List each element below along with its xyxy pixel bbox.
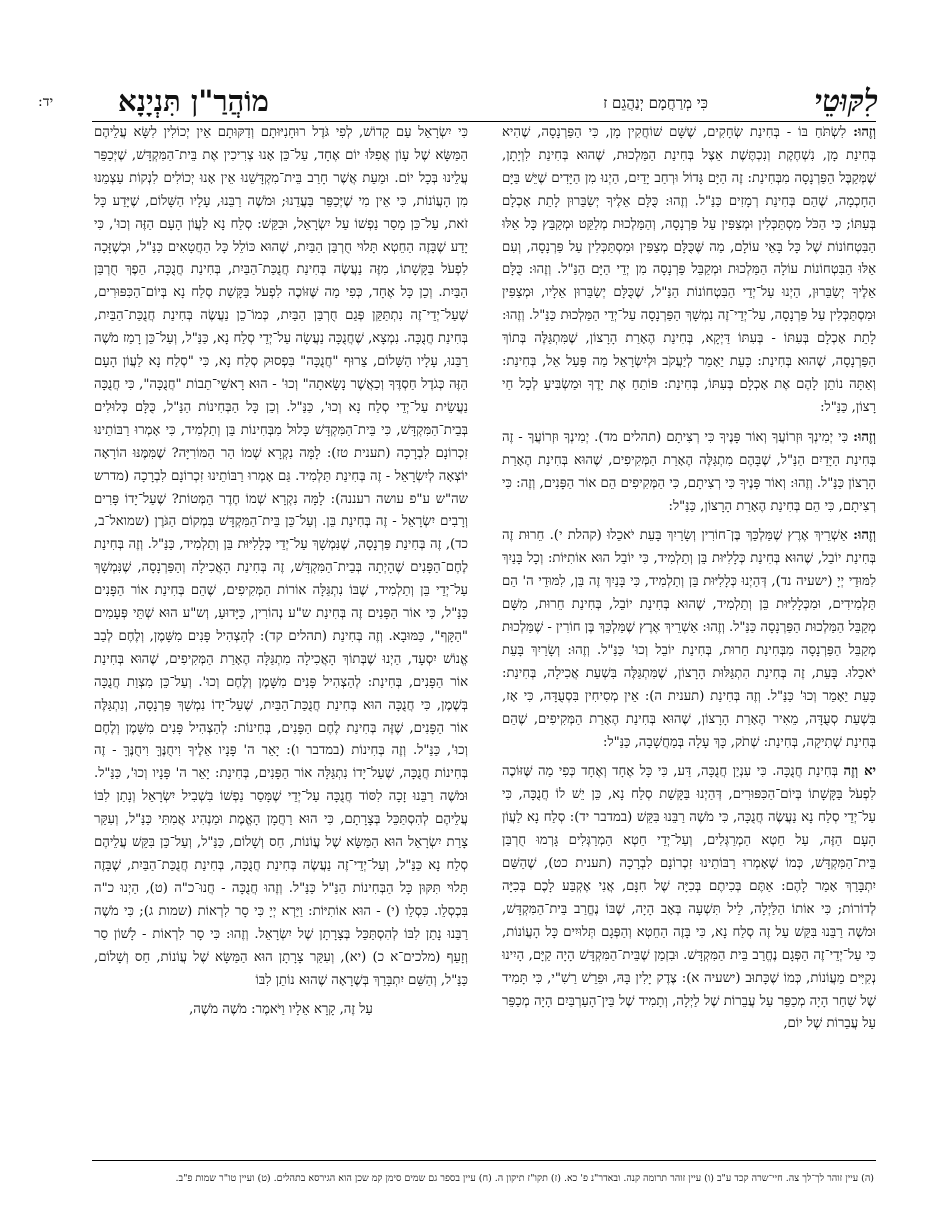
paragraph bbox=[502, 427, 876, 519]
paragraph-text: בְּחִינַת חֲנֻכָּה. כִּי עִנְיַן חֲנֻכָּה, דַּע, כִּי כָּל אֶחָד וְאֶחָד כְּפִי מַה שֶּׁזּוֹכֶה לִפְעֹל בַּקָּשָׁתוֹ בְּיוֹם־הַכִּפּוּרִים, דְּהַיְנוּ בַּקָּשַׁת סְלַח נָא, כֵּן יֵשׁ לוֹ חֲנֻכָּה, כִּי עַל־יְדֵי סְלַח נָא נַעֲשֶׂה חֲנֻכָּה, כִּי מֹשֶׁה רַבֵּנוּ בִּקֵּשׁ (במדבר יד): סְלַח נָא לַעֲוֹן הָעָם הַזֶּה, עַל חֵטְא הַמְרַגְּלִים, וְעַל־יְדֵי חֵטְא הַמְרַגְּלִים גָּרְמוּ חֻרְבַּן בֵּית־הַמִּקְדָּשׁ, כְּמוֹ שֶׁאָמְרוּ רַבּוֹתֵינוּ זִכְרוֹנָם לִבְרָכָה (תענית כט), שֶׁהַשֵּׁם יִתְבָּרַךְ אָמַר לָהֶם: אַתֶּם בְּכִיתֶם בְּכִיָּה שֶׁל חִנָּם, אֲנִי אֶקְבַּע לָכֶם בְּכִיָּה לְדוֹרוֹת; כִּי אוֹתוֹ הַלַּיְלָה, לֵיל תִּשְׁעָה בְּאָב הָיָה, שֶׁבּוֹ נֶחֱרַב בֵּית־הַמִּקְדָּשׁ, וּמֹשֶׁה רַבֵּנוּ בִּקֵּשׁ עַל זֶה סְלַח נָא, כִּי בָּזֶה הַחֵטְא וְהַפְּגָם תְּלוּיִים כָּל הָעֲוֹנוֹת, כִּי עַל־יְדֵי־זֶה הַפְּגָם נֶחֱרַב בֵּית הַמִּקְדָּשׁ. וּבִזְמַן שֶׁבֵּית־הַמִּקְדָּשׁ הָיָה קַיָּם, הָיִינוּ נְקִיִּים מֵעֲוֹנוֹת, כְּמוֹ שֶׁכָּתוּב (ישעיה א): צֶדֶק יָלִין בָּהּ, וּפֵרֵשׁ רַשִׁ"י, כִּי תָּמִיד שֶׁל שַׁחַר הָיָה מְכַפֵּר עַל עֲבֵרוֹת שֶׁל לַיְלָה, וְתָמִיד שֶׁל בֵּין־הָעַרְבַּיִם הָיָה מְכַפֵּר עַל עֲבֵרוֹת שֶׁל יוֹם, bbox=[502, 764, 876, 1032]
paragraph-text: לִשְׂתֹּחַ בּוֹ - בְּחִינַת שְׂחָקִים, שֶׁשָּׁם שׁוֹחֲקִין מָן, כִּי הַפַּרְנָסָה, שֶׁהִיא בְּחִינַת מָן, נִשְׁחֶקֶת וְנִכְתֶּשֶׁת אֵצֶל בְּחִינַת הַמַּלְכוּת, שֶׁהוּא בְּחִינַת לִוְיָתָן, שֶׁמְּקַבֶּל הַפַּרְנָסָה מִבְּחִינַת: זֶה הַיָּם גָּדוֹל וּרְחַב יָדַיִם, הַיְנוּ מִן הַיָּדִים שֶׁיֵּשׁ בַּיָּם הַחָכְמָה, שֶׁהֵם בְּחִינַת רְמָזִים כַּנַּ"ל. וְזֶהוּ: כֻּלָּם אֵלֶיךָ יְשַׂבֵּרוּן לָתֵת אָכְלָם בְּעִתּוֹ; כִּי הַכֹּל מִסְתַּכְּלִין וּמְצַפִּין עַל פַּרְנָסָה, וְהַמַּלְכוּת מְלַקֵּט וּמְקַבֵּץ כָּל אֵלּוּ הַבִּטְחוֹנוֹת שֶׁל כָּל בָּאֵי עוֹלָם, מַה שֶּׁכֻּלָּם מְצַפִּין וּמִסְתַּכְּלִין עַל פַּרְנָסָה, וְעִם אֵלּוּ הַבִּטְחוֹנוֹת עוֹלָה הַמַּלְכוּת וּמְקַבֵּל פַּרְנָסָה מִן יְדֵי הַיָּם הַנַּ"ל. וְזֶהוּ: כֻּלָּם אֵלֶיךָ יְשַׂבֵּרוּן, הַיְנוּ עַל־יְדֵי הַבִּטְחוֹנוֹת הַנַּ"ל, שֶׁכֻּלָּם יְשַׂבֵּרוּן אֵלָיו, וּמְצַפִּין וּמִסְתַּכְּלִין עַל פַּרְנָסָה, עַל־יְדֵי־זֶה נִמְשָׁךְ הַפַּרְנָסָה עַל־יְדֵי הַמַּלְכוּת כַּנַּ"ל. וְזֶהוּ: לָתֵת אָכְלָם בְּעִתּוֹ - בְּעִתּוֹ דַּיְקָא, בְּחִינַת הֶאָרַת הָרָצוֹן, שֶׁמִּתְגַּלֶּה בְּתוֹךְ הַפַּרְנָסָה, שֶׁהוּא בְּחִינַת: כָּעֵת יֵאָמֵר לְיַעֲקֹב וּלְיִשְׂרָאֵל מַה פָּעַל אֵל, בְּחִינַת: וְאַתָּה נוֹתֵן לָהֶם אֶת אָכְלָם בְּעִתּוֹ, בְּחִינַת: פּוֹתֵחַ אֶת יָדֶךָ וּמַשְׂבִּיעַ לְכָל חַי רָצוֹן, כַּנַּ"ל: bbox=[502, 125, 876, 415]
left-column bbox=[94, 122, 468, 1142]
paragraph bbox=[502, 525, 876, 754]
page-header bbox=[38, 84, 878, 122]
footnote-rule bbox=[92, 1160, 876, 1161]
paragraph-heading: וְזֶהוּ: bbox=[853, 429, 876, 445]
paragraph-text: אַשְׁרֵיךְ אֶרֶץ שֶׁמַּלְכֵּךְ בֶּן־חוֹרִין וְשָׂרַיִךְ בָּעֵת יֹאכֵלוּ (קהלת י). חֵרוּת זֶה בְּחִינַת יוֹבֵל, שֶׁהוּא בְּחִינַת כְּלָלִיּוּת בֵּן וְתַלְמִיד, כִּי יוֹבֵל הוּא אוֹתִיּוֹת: וְכָל בָּנַיִךְ לִמּוּדֵי יְיָ (ישעיה נד), דְּהַיְנוּ כְּלָלִיּוּת בֵּן וְתַלְמִיד, כִּי בָּנַיִךְ זֶה בֵּן, לִמּוּדֵי ה' הֵם תַּלְמִידִים, וּמִכְּלָלִיּוּת בֵּן וְתַלְמִיד, שֶׁהוּא בְּחִינַת יוֹבֵל, בְּחִינַת חֵרוּת, מִשָּׁם מְקַבֵּל הַמַּלְכוּת הַפַּרְנָסָה כַּנַּ"ל. וְזֶהוּ: אַשְׁרֵיךְ אֶרֶץ שֶׁמַּלְכֵּךְ בֶּן חוֹרִין - שֶׁמַּלְכוּת מְקַבֵּל הַפַּרְנָסָה מִבְּחִינַת חֵרוּת, בְּחִינַת יוֹבֵל וְכוּ' כַּנַּ"ל. וְזֶהוּ: וְשָׂרַיִךְ בָּעֵת יֹאכֵלוּ. בָּעֵת, זֶה בְּחִינַת הִתְגַּלּוּת הָרָצוֹן, שֶׁמִּתְגַּלֶּה בִּשְׁעַת אֲכִילָה, בְּחִינַת: כָּעֵת יֵאָמֵר וְכוּ' כַּנַּ"ל. וְזֶה בְּחִינַת (תענית ה): אֵין מְסִיחִין בִּסְעֻדָּה, כִּי אָז, בִּשְׁעַת סְעֻדָּה, מֵאִיר הֶאָרַת הָרָצוֹן, שֶׁהוּא בְּחִינַת הֶאָרַת הַמְּקִיפִים, שֶׁהֵם בְּחִינַת שְׁתִיקָה, בְּחִינַת: שְׁתֹק, כָּךְ עָלָה בְּמַחֲשָׁבָה, כַּנַּ"ל: bbox=[502, 528, 876, 750]
footnotes: (ה) עיין זוהר לך־לך צה. חיי־שרה קכד ע"ב (ו) עיין זוהר תרומה קנה. ובאדר"נ פ' כא. (ז) תקו"ז תיקון ה. (ח) עיין בספר גם שמים סימן קמ שכן הוא הגירסא בתהלים. (ט) ועיין טו"ר שמות פ"ב. bbox=[175, 1173, 874, 1184]
paragraph bbox=[502, 761, 876, 1036]
paragraph bbox=[502, 122, 876, 420]
paragraph-text: כִּי יְמִינְךָ וּזְרוֹעֲךָ וְאוֹר פָּנֶיךָ כִּי רְצִיתָם (תהלים מד). יְמִינְךָ וּזְרוֹעֲךָ - זֶה בְּחִינַת הַיָּדַיִם הַנַּ"ל, שֶׁבָּהֶם מִתְגַּלֶּה הֶאָרַת הַמְּקִיפִים, שֶׁהוּא בְּחִינַת הֶאָרַת הָרָצוֹן כַּנַּ"ל. וְזֶהוּ: וְאוֹר פָּנֶיךָ כִּי רְצִיתָם, כִּי הַמְּקִיפִים הֵם אוֹר הַפָּנִים, וְזֶה: כִּי רְצִיתָם, כִּי הֵם בְּחִינַת הֶאָרַת הָרָצוֹן, כַּנַּ"ל: bbox=[502, 429, 876, 514]
paragraph-text: כִּי יִשְׂרָאֵל עַם קָדוֹשׁ, לְפִי גֹּדֶל רוּחָנִיּוּתָם וְדַקּוּתָם אֵין יְכוֹלִין לִשָּׂא עֲלֵיהֶם הַמַּשָּׂא שֶׁל עָוֹן אֲפִלּוּ יוֹם אֶחָד, עַל־כֵּן אָנוּ צְרִיכִין אֶת בֵּית־הַמִּקְדָּשׁ, שֶׁיְּכַפֵּר עֲלֵינוּ בְּכָל יוֹם. וּמֵעֵת אֲשֶׁר חָרַב בֵּית־מִקְדָּשֵׁנוּ אֵין אָנוּ יְכוֹלִים לִנְקוֹת עַצְמֵנוּ מִן הָעֲוֹנוֹת, כִּי אֵין מִי שֶׁיְּכַפֵּר בַּעֲדֵנוּ; וּמֹשֶׁה רַבֵּנוּ, עָלָיו הַשָּׁלוֹם, שֶׁיָּדַע כָּל זֹאת, עַל־כֵּן מָסַר נַפְשׁוֹ עַל יִשְׂרָאֵל, וּבִקֵּשׁ: סְלַח נָא לַעֲוֹן הָעָם הַזֶּה וְכוּ', כִּי יָדַע שֶׁבָּזֶה הַחֵטְא תָּלוּי חֻרְבַּן הַבַּיִת, שֶׁהוּא כּוֹלֵל כָּל הַחֲטָאִים כַּנַּ"ל, וּכְשֶׁזָּכָה לִפְעֹל בַּקָּשָׁתוֹ, מִזֶּה נַעֲשֶׂה בְּחִינַת חֲנֻכַּת־הַבַּיִת, בְּחִינַת חֲנֻכָּה, הֵפֶךְ חֻרְבַּן הַבַּיִת. וְכֵן כָּל אֶחָד, כְּפִי מַה שֶּׁזּוֹכֶה לִפְעֹל בַּקָּשַׁת סְלַח נָא בְּיוֹם־הַכִּפּוּרִים, שֶׁעַל־יְדֵי־זֶה נִתְתַּקֵּן פְּגַם חֻרְבַּן הַבַּיִת, כְּמוֹ־כֵן נַעֲשֶׂה בְּחִינַת חֲנֻכַּת־הַבַּיִת, בְּחִינַת חֲנֻכָּה. נִמְצָא, שֶׁחֲנֻכָּה נַעֲשָׂה עַל־יְדֵי סְלַח נָא, כַּנַּ"ל, וְעַל־כֵּן רָמַז מֹשֶׁה רַבֵּנוּ, עָלָיו הַשָּׁלוֹם, צֵרוּף "חֲנֻכָּה" בִּפְסוּק סְלַח נָא, כִּי "סְלַח נָא לַעֲוֹן הָעָם הַזֶּה כְּגֹדֶל חַסְדֶּךָ וְכַאֲשֶׁר נָשָׂאתָה" וְכוּ' - הוּא רָאשֵׁי־תֵבוֹת "חֲנֻכָּה", כִּי חֲנֻכָּה נַעֲשֵׂית עַל־יְדֵי סְלַח נָא וְכוּ', כַּנַּ"ל. וְכֵן כָּל הַבְּחִינוֹת הַנַּ"ל, כֻּלָּם כְּלוּלִים בְּבֵית־הַמִּקְדָּשׁ, כִּי בֵּית־הַמִּקְדָּשׁ כָּלוּל מִבְּחִינוֹת בֵּן וְתַלְמִיד, כִּי אָמְרוּ רַבּוֹתֵינוּ זִכְרוֹנָם לִבְרָכָה (תענית טז): לָמָּה נִקְרָא שְׁמוֹ הַר הַמּוֹרִיָּה? שֶׁמִּמֶּנּוּ הוֹרָאָה יוֹצְאָה לְיִשְׂרָאֵל - זֶה בְּחִינַת תַּלְמִיד. גַּם אָמְרוּ רַבּוֹתֵינוּ זִכְרוֹנָם לִבְרָכָה (מדרש שה"ש ע"פ עושה רעננה): לָמָּה נִקְרָא שְׁמוֹ חֶדֶר הַמְּטוֹת? שֶׁעַל־יָדוֹ פָּרִים וְרָבִים יִשְׂרָאֵל - זֶה בְּחִינַת בֵּן. וְעַל־כֵּן בֵּית־הַמִּקְדָּשׁ בִּמְקוֹם הַגֹּרֶן (שמואל־ב, כד), זֶה בְּחִינַת פַּרְנָסָה, שֶׁנִּמְשָׁךְ עַל־יְדֵי כְּלָלִיּוּת בֵּן וְתַלְמִיד, כַּנַּ"ל. וְזֶה בְּחִינַת לֶחֶם־הַפָּנִים שֶׁהָיְתָה בְּבֵית־הַמִּקְדָּשׁ, זֶה בְּחִינַת הָאֲכִילָה וְהַפַּרְנָסָה, שֶׁנִּמְשָׁךְ עַל־יְדֵי בֵּן וְתַלְמִיד, שֶׁבּוֹ נִתְגַּלָּה אוֹרוֹת הַמְּקִיפִים, שֶׁהֵם בְּחִינַת אוֹר הַפָּנִים כַּנַּ"ל, כִּי אוֹר הַפָּנִים זֶה בְּחִינַת ש"ע נְהוֹרִין, כַּיָּדוּעַ, וְש"ע הוּא שְׁתֵּי פְּעָמִים "הַקָּף", כַּמּוּבָא. וְזֶה בְּחִינַת (תהלים קד): לְהַצְהִיל פָּנִים מִשָּׁמֶן, וְלֶחֶם לְבַב אֱנוֹשׁ יִסְעָד, הַיְנוּ שֶׁבְּתוֹךְ הָאֲכִילָה מִתְגַּלָּה הֶאָרַת הַמְּקִיפִים, שֶׁהוּא בְּחִינַת אוֹר הַפָּנִים, בְּחִינַת: לְהַצְהִיל פָּנִים מִשָּׁמֶן וְלֶחֶם וְכוּ'. וְעַל־כֵּן מִצְוַת חֲנֻכָּה בְּשֶׁמֶן, כִּי חֲנֻכָּה הוּא בְּחִינַת חֲנֻכַּת־הַבַּיִת, שֶׁעַל־יָדוֹ נִמְשָׁךְ פַּרְנָסָה, וְנִתְגַּלֶּה אוֹר הַפָּנִים, שֶׁזֶּה בְּחִינַת לֶחֶם הַפָּנִים, בְּחִינוֹת: לְהַצְהִיל פָּנִים מִשָּׁמֶן וְלֶחֶם וְכוּ', כַּנַּ"ל. וְזֶה בְּחִינוֹת (במדבר ו): יָאֵר ה' פָּנָיו אֵלֶיךָ וִיחֻנֶּךָּ וִיחֻנֶּךָּ - זֶה בְּחִינוֹת חֲנֻכָּה, שֶׁעַל־יָדוֹ נִתְגַּלָּה אוֹר הַפָּנִים, בְּחִינַת: יָאֵר ה' פָּנָיו וְכוּ', כַּנַּ"ל. וּמֹשֶׁה רַבֵּנוּ זָכָה לִסּוֹד חֲנֻכָּה עַל־יְדֵי שֶׁמָּסַר נַפְשׁוֹ בִּשְׁבִיל יִשְׂרָאֵל וְנָתַן לִבּוֹ עֲלֵיהֶם לְהִסְתַּכֵּל בְּצָרָתָם, כִּי הוּא רַחֲמָן הָאֱמֶת וּמַנְהִיג אֲמִתִּי כַּנַּ"ל, וְעִקַּר צָרַת יִשְׂרָאֵל הוּא הַמַּשָּׂא שֶׁל עֲוֹנוֹת, חַס וְשָׁלוֹם, כַּנַּ"ל, וְעַל־כֵּן בִּקֵּשׁ עֲלֵיהֶם סְלַח נָא כַּנַּ"ל, וְעַל־יְדֵי־זֶה נַעֲשֶׂה בְּחִינַת חֲנֻכָּה, בְּחִינַת חֲנֻכַּת־הַבַּיִת, שֶׁבָּזֶה תָּלוּי תִּקּוּן כָּל הַבְּחִינוֹת הַנַּ"ל כַּנַּ"ל. וְזֶהוּ חֲנֻכָּה - חֲנוּ־כ"ה (ט), הַיְנוּ כ"ה בִּכְסְלֵו. כִּסְלֵו (י) - הוּא אוֹתִיּוֹת: וַיַּרְא יְיָ כִּי סָר לִרְאוֹת (שמות ג); כִּי מֹשֶׁה רַבֵּנוּ נָתַן לִבּוֹ לְהִסְתַּכֵּל בְּצָרָתָן שֶׁל יִשְׂרָאֵל. וְזֶהוּ: כִּי סָר לִרְאוֹת - לָשׁוֹן סַר וְזָעֵף (מלכים־א כ) (יא), וְעִקַּר צָרָתָן הוּא הַמַּשָּׂא שֶׁל עֲוֹנוֹת, חַס וְשָׁלוֹם, כַּנַּ"ל, וְהַשֵּׁם יִתְבָּרַךְ בְּשֶׁרָאָה שֶׁהוּא נוֹתֵן לִבּוֹ bbox=[94, 125, 468, 988]
paragraph-heading: וְזֶהוּ: bbox=[853, 528, 876, 544]
book-title-left: מוֹהֲרַ"ן תִּנְיָנָא bbox=[118, 84, 269, 118]
paragraph-heading: וְזֶהוּ: bbox=[853, 125, 876, 140]
paragraph-tail: עַל זֶה, קָרָא אֵלָיו וַיֹּאמֶר: מֹשֶׁה מֹשֶׁה, bbox=[189, 1002, 373, 1018]
page-number: יד: bbox=[38, 94, 54, 110]
running-subtitle: כִּי מְרַחֲמָם יְנַהֲגֵם ז bbox=[603, 94, 708, 112]
book-title-right: לִקּוּטֵי bbox=[814, 84, 878, 119]
section-heading: יא וְזֶה bbox=[843, 764, 876, 780]
right-column bbox=[502, 122, 876, 1142]
